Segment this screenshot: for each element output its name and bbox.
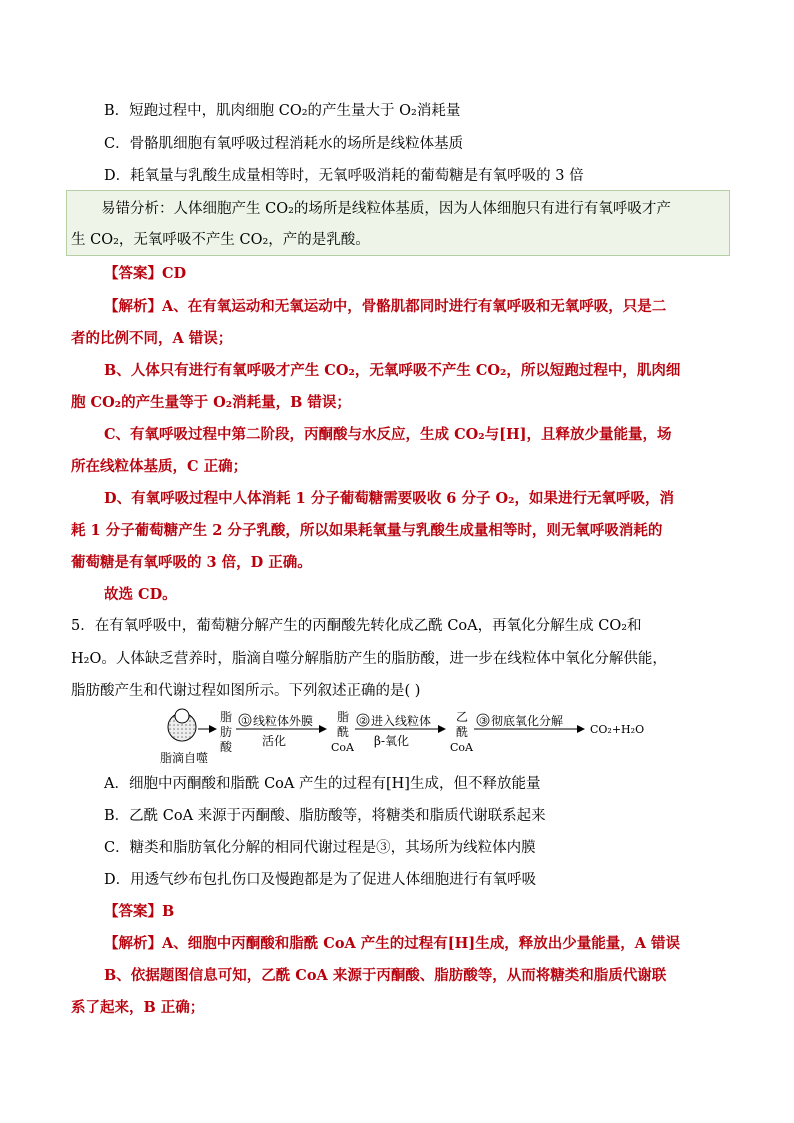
q4-analysis-line: B、人体只有进行有氧呼吸才产生 CO₂，无氧呼吸不产生 CO₂，所以短跑过程中，肌肉细 bbox=[104, 362, 681, 379]
fatty-acid-metabolism-diagram bbox=[160, 707, 660, 769]
lipid-droplet-icon bbox=[168, 709, 196, 741]
q4-analysis-line: 耗 1 分子葡萄糖产生 2 分子乳酸，所以如果耗氧量与乳酸生成量相等时，则无氧呼吸消耗的 bbox=[71, 522, 663, 539]
q4-analysis-line: C、有氧呼吸过程中第二阶段，丙酮酸与水反应，生成 CO₂与[H]，且释放少量能量，场 bbox=[104, 426, 672, 443]
q5-option-c: C．糖类和脂肪氧化分解的相同代谢过程是③，其场所为线粒体内膜 bbox=[104, 840, 536, 856]
q4-answer: 【答案】CD bbox=[104, 265, 187, 282]
error-analysis-line-2: 生 CO₂，无氧呼吸不产生 CO₂，产的是乳酸。 bbox=[71, 232, 370, 248]
q5-answer: 【答案】B bbox=[104, 903, 175, 920]
step1-bottom-label: 活化 bbox=[262, 734, 287, 748]
q4-analysis-line: D、有氧呼吸过程中人体消耗 1 分子葡萄糖需要吸收 6 分子 O₂，如果进行无氧呼吸，消 bbox=[104, 490, 674, 507]
acetyl-coa-char: CoA bbox=[450, 741, 473, 754]
acyl-coa-char: 脂 bbox=[337, 710, 350, 724]
q5-option-d: D．用透气纱布包扎伤口及慢跑都是为了促进人体细胞进行有氧呼吸 bbox=[104, 872, 537, 888]
q5-analysis-line: 【解析】A、细胞中丙酮酸和脂酰 CoA 产生的过程有[H]生成，释放出少量能量，A 错误 bbox=[104, 935, 681, 952]
q5-analysis-line: B、依据题图信息可知，乙酰 CoA 来源于丙酮酸、脂肪酸等，从而将糖类和脂质代谢联 bbox=[104, 967, 667, 984]
step1-number: ① bbox=[241, 716, 250, 727]
step2-number: ② bbox=[359, 716, 368, 727]
step1-top-label: 线粒体外膜 bbox=[253, 714, 314, 728]
q4-analysis-line: 胞 CO₂的产生量等于 O₂消耗量，B 错误； bbox=[71, 394, 351, 411]
q4-analysis-line: 所在线粒体基质，C 正确； bbox=[71, 458, 248, 475]
step2-top-label: 进入线粒体 bbox=[371, 714, 432, 728]
q5-stem-line: H₂O。人体缺乏营养时，脂滴自噬分解脂肪产生的脂肪酸，进一步在线粒体中氧化分解供能， bbox=[71, 651, 667, 667]
acetyl-coa-char: 酰 bbox=[456, 725, 469, 739]
q5-option-a: A．细胞中丙酮酸和脂酰 CoA 产生的过程有[H]生成，但不释放能量 bbox=[104, 776, 541, 792]
q5-analysis-line: 系了起来，B 正确； bbox=[71, 999, 205, 1016]
q4-choice-summary: 故选 CD。 bbox=[104, 586, 177, 603]
acyl-coa-char: 酰 bbox=[337, 725, 350, 739]
droplet-label: 脂滴自噬 bbox=[160, 751, 209, 765]
q5-stem-line: 脂肪酸产生和代谢过程如图所示。下列叙述正确的是( ) bbox=[71, 683, 421, 699]
q4-analysis-line: 【解析】A、在有氧运动和无氧运动中，骨骼肌都同时进行有氧呼吸和无氧呼吸，只是二 bbox=[104, 298, 667, 315]
step2-bottom-label: β-氧化 bbox=[374, 734, 409, 748]
fatty-acid-char: 酸 bbox=[220, 740, 233, 754]
q4-analysis-line: 者的比例不同，A 错误； bbox=[71, 330, 233, 347]
q4-analysis-line: 葡萄糖是有氧呼吸的 3 倍，D 正确。 bbox=[71, 554, 312, 571]
option-c: C．骨骼肌细胞有氧呼吸过程消耗水的场所是线粒体基质 bbox=[104, 136, 464, 152]
error-analysis-line-1: 易错分析：人体细胞产生 CO₂的场所是线粒体基质，因为人体细胞只有进行有氧呼吸才产 bbox=[101, 201, 671, 217]
q5-option-b: B．乙酰 CoA 来源于丙酮酸、脂肪酸等，将糖类和脂质代谢联系起来 bbox=[104, 808, 546, 824]
acetyl-coa-char: 乙 bbox=[456, 710, 469, 724]
q5-stem-line: 5．在有氧呼吸中，葡萄糖分解产生的丙酮酸先转化成乙酰 CoA，再氧化分解生成 CO₂和 bbox=[71, 618, 642, 634]
fatty-acid-char: 肪 bbox=[220, 725, 233, 739]
product-label: CO₂+H₂O bbox=[590, 723, 645, 736]
fatty-acid-char: 脂 bbox=[220, 710, 233, 724]
option-d: D．耗氧量与乳酸生成量相等时，无氧呼吸消耗的葡萄糖是有氧呼吸的 3 倍 bbox=[104, 168, 584, 184]
acyl-coa-char: CoA bbox=[331, 741, 354, 754]
option-b: B．短跑过程中，肌肉细胞 CO₂的产生量大于 O₂消耗量 bbox=[104, 103, 461, 119]
step3-top-label: 彻底氧化分解 bbox=[491, 714, 564, 728]
step3-number: ③ bbox=[479, 716, 488, 727]
